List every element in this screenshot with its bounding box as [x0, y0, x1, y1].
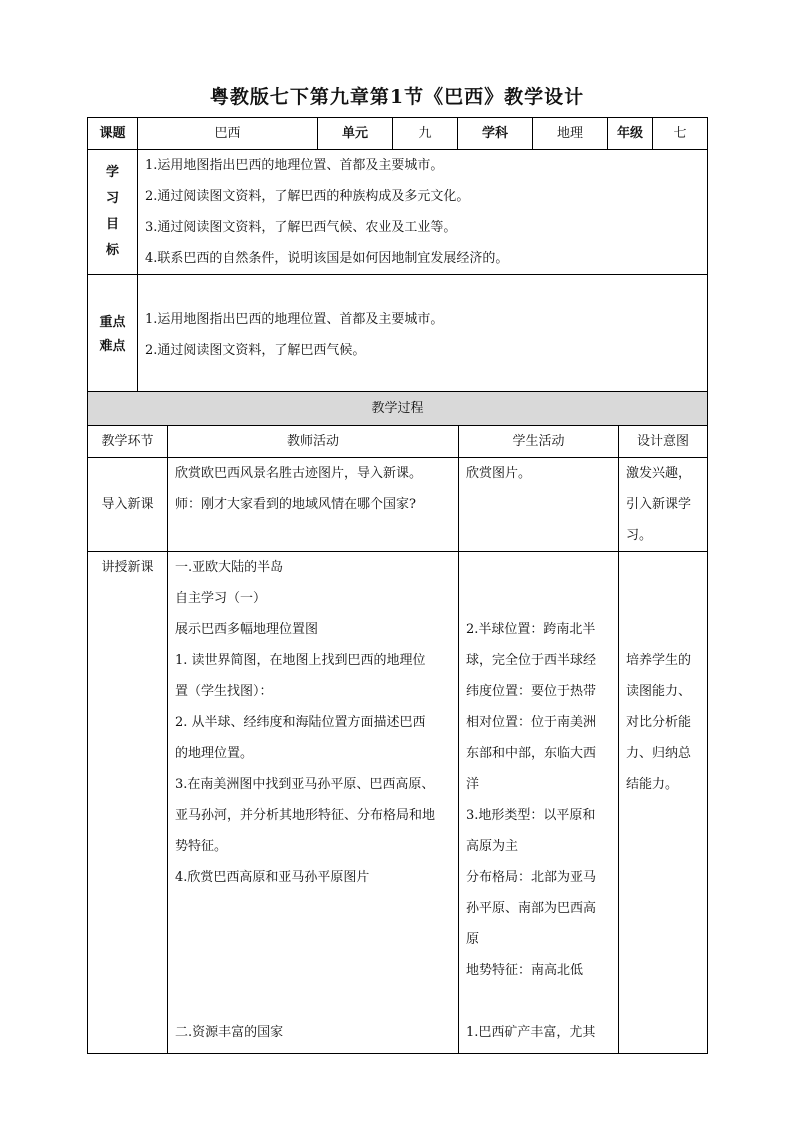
lecture-intent-spacer [626, 614, 707, 645]
lecture-teacher-line: 1. 读世界简图，在地图上找到巴西的地理位 [175, 653, 426, 668]
lecture-student-line: 洋 [466, 777, 480, 792]
lesson-info-table [87, 117, 708, 395]
objectives-row [88, 150, 708, 275]
grade-label: 年级 [608, 118, 653, 150]
lecture-intent [619, 552, 708, 1054]
key-points-row [88, 275, 708, 395]
key-points-label [88, 275, 138, 395]
document-title: 粤教版七下第九章第1节《巴西》教学设计 [209, 86, 585, 108]
key-point-item: 2.通过阅读图文资料，了解巴西气候。 [145, 342, 366, 358]
lecture-student-line: 纬度位置：要位于热带 [466, 684, 597, 699]
lecture-teacher-line: 展示巴西多幅地理位置图 [175, 622, 319, 637]
intro-teacher [168, 458, 459, 552]
topic-value: 巴西 [138, 118, 318, 150]
intro-teacher-line: 师：刚才大家看到的地域风情在哪个国家? [175, 497, 416, 512]
lecture-student-line: 高原为主 [466, 839, 519, 854]
unit-value: 九 [393, 118, 458, 150]
key-points-label-line: 重点 [99, 314, 126, 330]
intro-intent [619, 458, 708, 552]
objectives-label-char: 学 [105, 165, 119, 180]
lecture-teacher-line: 2. 从半球、经纬度和海陆位置方面描述巴西 [175, 715, 426, 730]
intro-intent-line: 习。 [626, 528, 653, 543]
lecture-teacher [168, 552, 459, 1054]
lecture-student-line: 3.地形类型：以平原和 [466, 808, 596, 823]
column-stage: 教学环节 [88, 426, 168, 458]
lecture-intent-spacer [626, 583, 707, 614]
lecture-teacher-line: 势特征。 [175, 839, 228, 854]
lecture-student-line: 孙平原、南部为巴西高 [466, 901, 597, 916]
lecture-student-line: 分布格局：北部为亚马 [466, 870, 597, 885]
intro-student-line: 欣赏图片。 [466, 466, 532, 481]
objective-item: 1.运用地图指出巴西的地理位置、首都及主要城市。 [145, 158, 444, 173]
intro-intent-line: 激发兴趣， [626, 466, 692, 481]
lecture-teacher-line: 置（学生找图）： [175, 684, 273, 699]
lecture-row [88, 552, 708, 1054]
process-columns-row [88, 426, 708, 458]
column-teacher: 教师活动 [168, 426, 459, 458]
lecture-teacher-line: 自主学习（一） [175, 591, 267, 606]
objectives-label-char: 目 [105, 217, 119, 232]
lecture-teacher-spacer [175, 924, 458, 955]
objective-item: 3.通过阅读图文资料，了解巴西气候、农业及工业等。 [145, 220, 457, 235]
grade-value: 七 [653, 118, 708, 150]
objectives-label [88, 150, 138, 275]
column-intent: 设计意图 [619, 426, 708, 458]
lecture-intent-line: 读图能力、 [626, 684, 692, 699]
lecture-intent-line: 对比分析能 [626, 715, 692, 730]
intro-teacher-line: 欣赏欧巴西风景名胜古迹图片，导入新课。 [175, 466, 423, 481]
lecture-teacher-spacer [175, 955, 458, 986]
lecture-student-spacer [466, 583, 618, 614]
objective-item: 4.联系巴西的自然条件，说明该国是如何因地制宜发展经济的。 [145, 251, 509, 266]
intro-student [459, 458, 619, 552]
subject-label: 学科 [458, 118, 533, 150]
intro-row [88, 458, 708, 552]
key-point-item: 1.运用地图指出巴西的地理位置、首都及主要城市。 [145, 311, 444, 327]
lecture-teacher-line: 的地理位置。 [175, 746, 254, 761]
lecture-stage: 讲授新课 [88, 552, 168, 1054]
teaching-process-table [87, 391, 708, 1054]
lecture-student-spacer [466, 552, 618, 583]
column-student: 学生活动 [459, 426, 619, 458]
lecture-intent-line: 力、归纳总 [626, 746, 692, 761]
process-section-title: 教学过程 [88, 392, 708, 426]
objectives-content [138, 150, 708, 275]
key-points-label-line: 难点 [99, 338, 126, 354]
lecture-student-line: 2.半球位置：跨南北半 [466, 622, 596, 637]
lecture-student-line: 球，完全位于西半球经 [466, 653, 597, 668]
objective-item: 2.通过阅读图文资料，了解巴西的种族构成及多元文化。 [145, 189, 470, 204]
lecture-student [459, 552, 619, 1054]
intro-stage: 导入新课 [88, 458, 168, 552]
lecture-teacher-spacer [175, 986, 458, 1017]
lecture-student-line: 1.巴西矿产丰富，尤其 [466, 1025, 596, 1040]
key-points-content [138, 275, 708, 395]
lecture-teacher-spacer [175, 893, 458, 924]
lecture-intent-line: 培养学生的 [626, 653, 692, 668]
process-section-row [88, 392, 708, 426]
header-row [88, 118, 708, 150]
lecture-student-spacer [466, 986, 618, 1017]
lecture-teacher-line: 亚马孙河，并分析其地形特征、分布格局和地 [175, 808, 436, 823]
topic-label: 课题 [88, 118, 138, 150]
subject-value: 地理 [533, 118, 608, 150]
lecture-student-line: 原 [466, 932, 480, 947]
objectives-label-char: 标 [105, 243, 119, 258]
lecture-intent-line: 结能力。 [626, 777, 679, 792]
lecture-student-line: 相对位置：位于南美洲 [466, 715, 597, 730]
lecture-student-line: 东部和中部，东临大西 [466, 746, 597, 761]
lecture-teacher-line: 4.欣赏巴西高原和亚马孙平原图片 [175, 870, 370, 885]
lecture-student-line: 地势特征：南高北低 [466, 963, 584, 978]
lecture-teacher-line: 一.亚欧大陆的半岛 [175, 560, 284, 575]
unit-label: 单元 [318, 118, 393, 150]
lecture-teacher-line: 3.在南美洲图中找到亚马孙平原、巴西高原、 [175, 777, 435, 792]
objectives-label-char: 习 [105, 191, 119, 206]
intro-intent-line: 引入新课学 [626, 497, 692, 512]
lecture-intent-spacer [626, 552, 707, 583]
lecture-teacher-line: 二.资源丰富的国家 [175, 1025, 284, 1040]
